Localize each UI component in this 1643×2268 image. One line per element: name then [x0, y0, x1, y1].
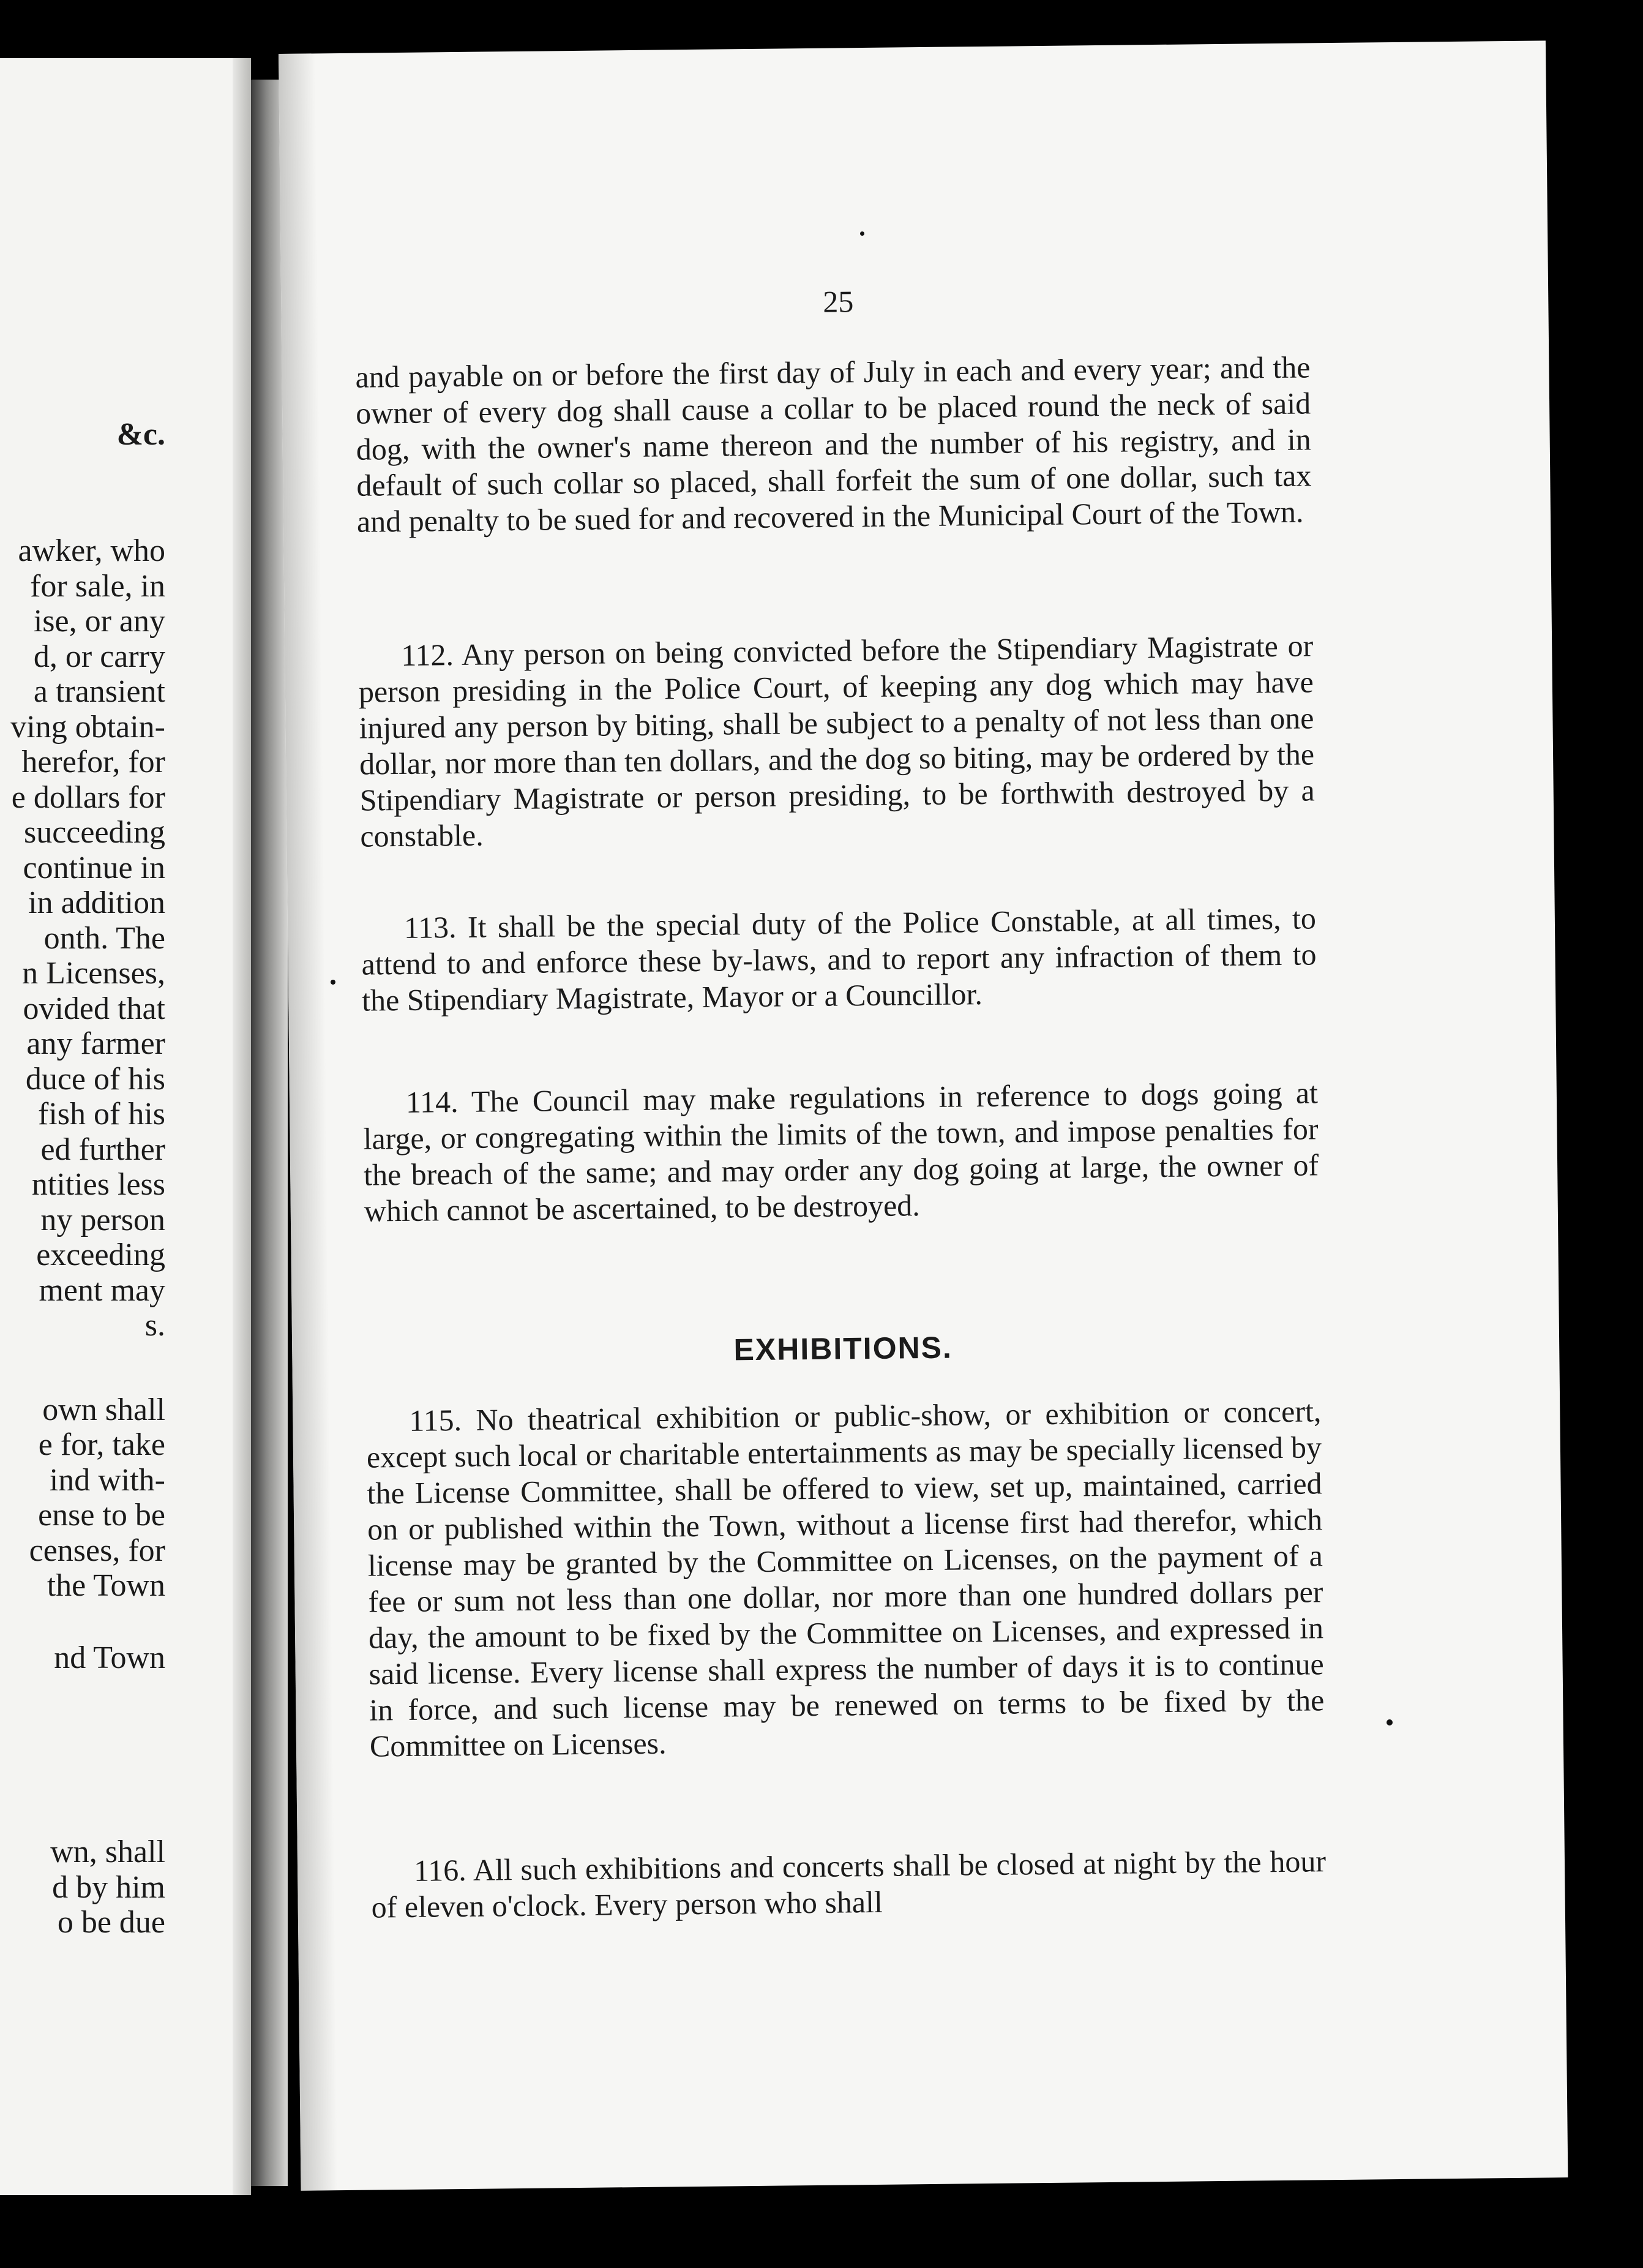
page-number: 25: [822, 284, 854, 319]
left-page-line: ny person: [40, 1202, 165, 1237]
left-page-line: continue in: [23, 850, 165, 885]
section-number: 114.: [405, 1084, 458, 1119]
left-page-heading: &c.: [116, 417, 165, 452]
left-page-line: own shall: [42, 1392, 165, 1427]
scan-speck: [331, 980, 335, 985]
left-page-line: ed further: [40, 1132, 165, 1167]
section-text: The Council may make regulations in reference to dogs going at large, or congregating within the limits of the town, and impose penalties for the breach of the same; and may order any dog going at large, the owner of which cannot be ascertained, to be destroyed.: [363, 1075, 1319, 1228]
left-page-line: ovided that: [23, 991, 165, 1026]
left-page-line: succeeding: [23, 815, 165, 850]
section-number: 113.: [403, 910, 457, 945]
section-number: 116.: [413, 1852, 467, 1888]
left-page-line: wn, shall: [50, 1834, 165, 1869]
left-page-line: herefor, for: [21, 745, 165, 779]
left-page-line: in addition: [28, 885, 165, 920]
left-page-line: o be due: [57, 1905, 165, 1940]
section-number: 115.: [409, 1402, 462, 1438]
left-page-line: awker, who: [18, 533, 165, 568]
scan-speck: [860, 231, 864, 236]
scan-speck: [1387, 1719, 1393, 1725]
left-page-line: ntities less: [31, 1167, 165, 1202]
left-page-line: ise, or any: [33, 604, 165, 639]
left-page-line: any farmer: [26, 1026, 165, 1061]
left-page-line: ving obtain-: [10, 709, 165, 745]
left-page-line: duce of his: [25, 1061, 165, 1097]
left-page-line: ind with-: [49, 1462, 165, 1498]
right-page-content: [352, 43, 1327, 1924]
section-text: All such exhibitions and concerts shall be closed at night by the hour of eleven o'clock. Every person who shall: [371, 1844, 1327, 1924]
section-number: 112.: [401, 637, 454, 672]
exhibitions-heading: EXHIBITIONS.: [733, 1330, 953, 1367]
right-page: [279, 40, 1568, 2190]
left-page-line: s.: [144, 1308, 165, 1343]
left-page-line: nd Town: [54, 1640, 165, 1675]
section-text: Any person on being convicted before the Stipendiary Magistrate or person presiding in the Police Court, of keeping any dog which may have injured any person by biting, shall be subject to a penalty of not less than one dollar, nor more than ten dollars, and the dog so biting, may be ordered by the Stipendiary Magistrate or person presiding, to be forthwith destroyed by a constable.: [358, 628, 1315, 854]
section-112: [358, 628, 1316, 854]
left-page-line: ment may: [39, 1272, 165, 1308]
left-page-line: e for, take: [38, 1427, 165, 1462]
left-page-line: n Licenses,: [22, 956, 165, 991]
section-text: It shall be the special duty of the Police Constable, at all times, to attend to and enforce these by-laws, and to report any infraction of them to the Stipendiary Magistrate, Mayor or a Councillor.: [361, 901, 1317, 1018]
section-116: [371, 1843, 1327, 1925]
opening-paragraph: and payable on or before the first day of July in each and every year; and the owner of every dog shall cause a collar to be placed round the neck of said dog, with the owner's name thereon and the number of his registry, and in default of such collar so placed, shall forfeit the sum of one dollar, such tax and penalty to be sued for and recovered in the Municipal Court of the Town.: [355, 350, 1312, 539]
left-page-line: for sale, in: [30, 568, 165, 604]
left-page-spine-shadow: [233, 58, 251, 2195]
left-page-line: censes, for: [29, 1533, 165, 1568]
left-page-line: e dollars for: [11, 779, 165, 815]
left-page-line: ense to be: [38, 1498, 165, 1533]
left-page-line: d by him: [52, 1869, 165, 1905]
left-page-line: a transient: [33, 674, 165, 709]
left-page-line: onth. The: [43, 920, 165, 956]
left-page-line: exceeding: [36, 1237, 165, 1272]
left-page-fragment: [0, 58, 251, 2195]
section-113: [361, 900, 1317, 1018]
section-115: [366, 1393, 1325, 1764]
section-114: [363, 1075, 1319, 1229]
section-text: No theatrical exhibition or public-show, or exhibition or concert, except such local or charitable entertainments as may be specially licensed by the License Committee, shall be offered to view, set up, maintained, carried on or published within the Town, without a license first had therefor, which license may be granted by the Committee on Licenses, on the payment of a fee or sum not less than one dollar, nor more than one hundred dollars per day, the amount to be fixed by the Committee on Licenses, and expressed in said license. Every license shall express the number of days it is to continue in force, and such license may be renewed on terms to be fixed by the Committee on Licenses.: [366, 1394, 1325, 1763]
left-page-line: d, or carry: [33, 639, 165, 674]
left-page-line: the Town: [47, 1568, 165, 1603]
left-page-line: fish of his: [38, 1097, 165, 1132]
